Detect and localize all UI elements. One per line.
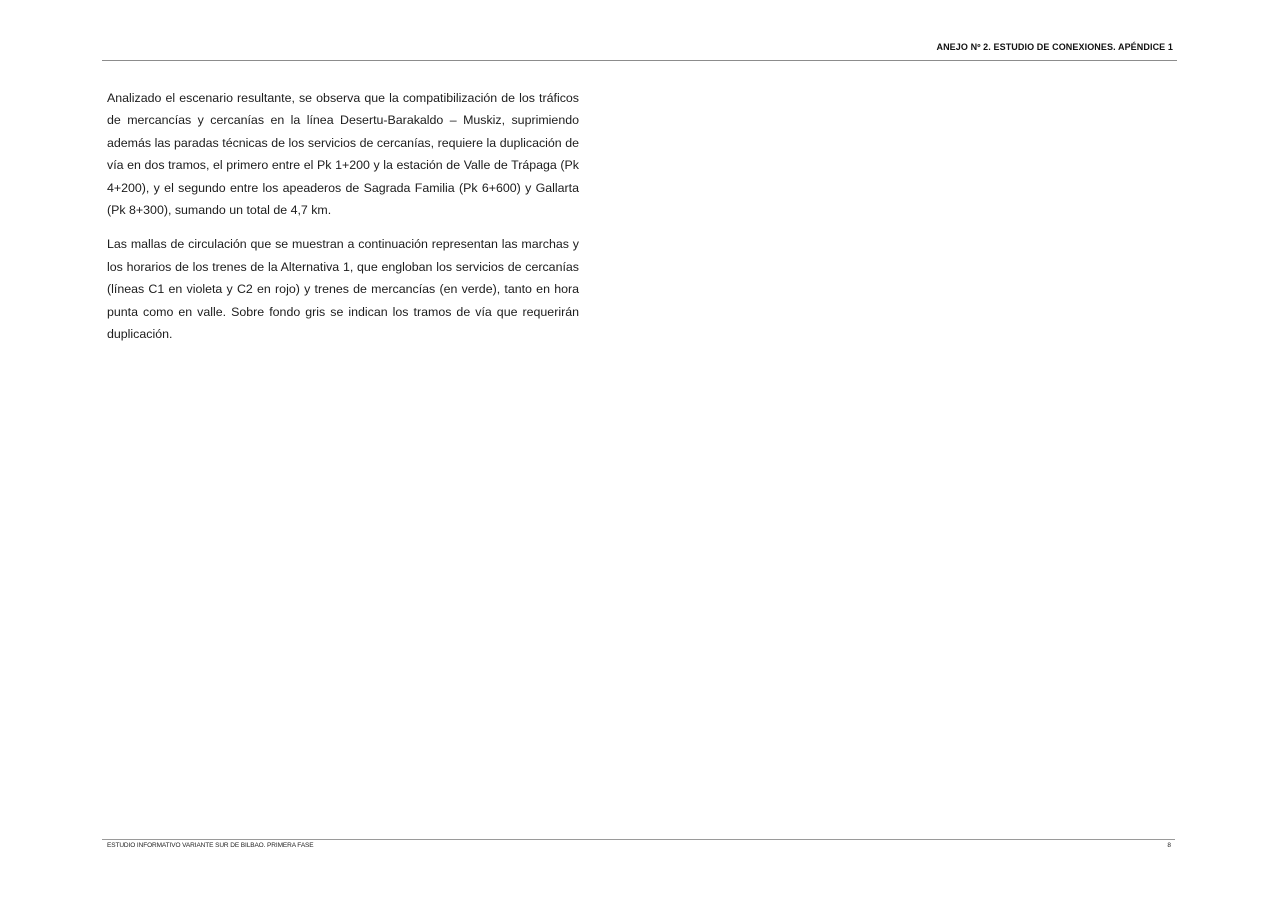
page-header	[102, 40, 1177, 61]
body-paragraph-2: Las mallas de circulación que se muestran a continuación representan las marchas y los horarios de los trenes de la Alternativa 1, que engloban los servicios de cercanías (líneas C1 en violeta y C2 en rojo) y trenes de mercancías (en verde), tanto en hora punta como en valle. Sobre fondo gris se indican los tramos de vía que requerirán duplicación.	[107, 237, 579, 342]
page-number: 8	[1167, 842, 1171, 849]
footer-document-title: ESTUDIO INFORMATIVO VARIANTE SUR DE BILBAO. PRIMERA FASE	[107, 842, 314, 849]
document-body	[107, 87, 579, 357]
page-footer	[102, 839, 1175, 852]
header-title: ANEJO Nº 2. ESTUDIO DE CONEXIONES. APÉNDICE 1	[936, 42, 1173, 52]
body-paragraph-1: Analizado el escenario resultante, se observa que la compatibilización de los tráficos de mercancías y cercanías en la línea Desertu-Barakaldo – Muskiz, suprimiendo además las paradas técnicas de los servicios de cercanías, requiere la duplicación de vía en dos tramos, el primero entre el Pk 1+200 y la estación de Valle de Trápaga (Pk 4+200), y el segundo entre los apeaderos de Sagrada Familia (Pk 6+600) y Gallarta (Pk 8+300), sumando un total de 4,7 km.	[107, 91, 579, 218]
